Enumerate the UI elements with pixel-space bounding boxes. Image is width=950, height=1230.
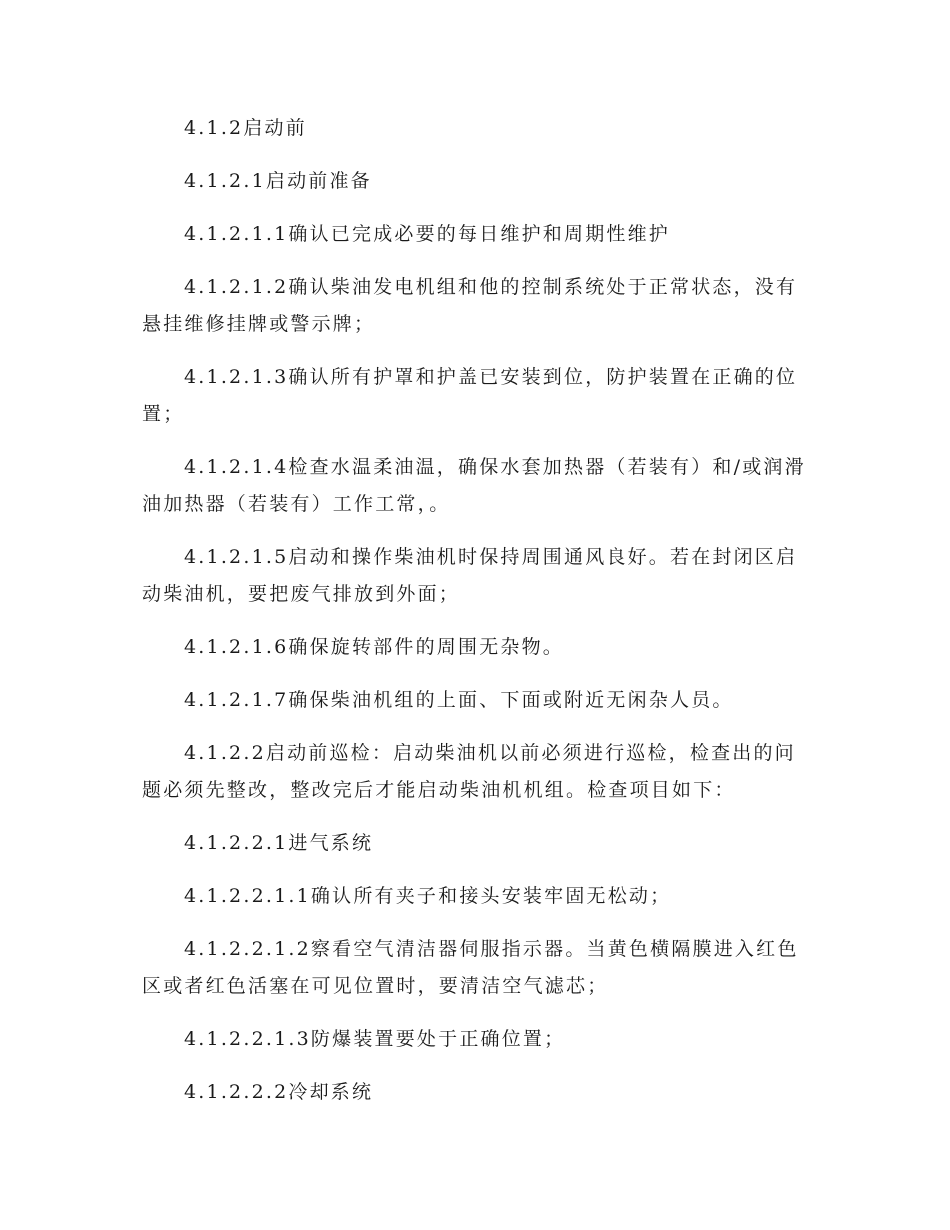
paragraph: 4.1.2.1.4检查水温柔油温，确保水套加热器（若装有）和/或润滑油加热器（若装有）工作工常，。 <box>142 456 806 515</box>
paragraph: 4.1.2.1.5启动和操作柴油机时保持周围通风良好。若在封闭区启动柴油机，要把废气排放到外面； <box>142 546 798 605</box>
heading-4-1-2-2-2: 4.1.2.2.2冷却系统 <box>184 1081 374 1103</box>
document-body <box>142 110 810 1127</box>
paragraph: 4.1.2.1.1确认已完成必要的每日维护和周期性维护 <box>184 223 671 245</box>
paragraph: 4.1.2.1.2确认柴油发电机组和他的控制系统处于正常状态，没有悬挂维修挂牌或警示牌； <box>142 276 798 335</box>
heading-4-1-2-2-1: 4.1.2.2.1进气系统 <box>184 832 374 854</box>
heading-4-1-2-1: 4.1.2.1启动前准备 <box>184 170 372 192</box>
heading-4-1-2: 4.1.2启动前 <box>184 117 307 139</box>
paragraph: 4.1.2.1.3确认所有护罩和护盖已安装到位，防护装置在正确的位置； <box>142 366 798 425</box>
paragraph: 4.1.2.1.7确保柴油机组的上面、下面或附近无闲杂人员。 <box>184 689 734 711</box>
paragraph: 4.1.2.1.6确保旋转部件的周围无杂物。 <box>184 636 565 658</box>
paragraph: 4.1.2.2.1.1确认所有夹子和接头安装牢固无松动； <box>184 885 672 907</box>
paragraph: 4.1.2.2启动前巡检：启动柴油机以前必须进行巡检，检查出的问题必须先整改，整改完后才能启动柴油机机组。检查项目如下： <box>142 742 796 801</box>
paragraph: 4.1.2.2.1.2察看空气清洁器伺服指示器。当黄色横隔膜进入红色区或者红色活塞在可见位置时，要清洁空气滤芯； <box>142 938 799 997</box>
paragraph: 4.1.2.2.1.3防爆装置要处于正确位置； <box>184 1028 566 1050</box>
